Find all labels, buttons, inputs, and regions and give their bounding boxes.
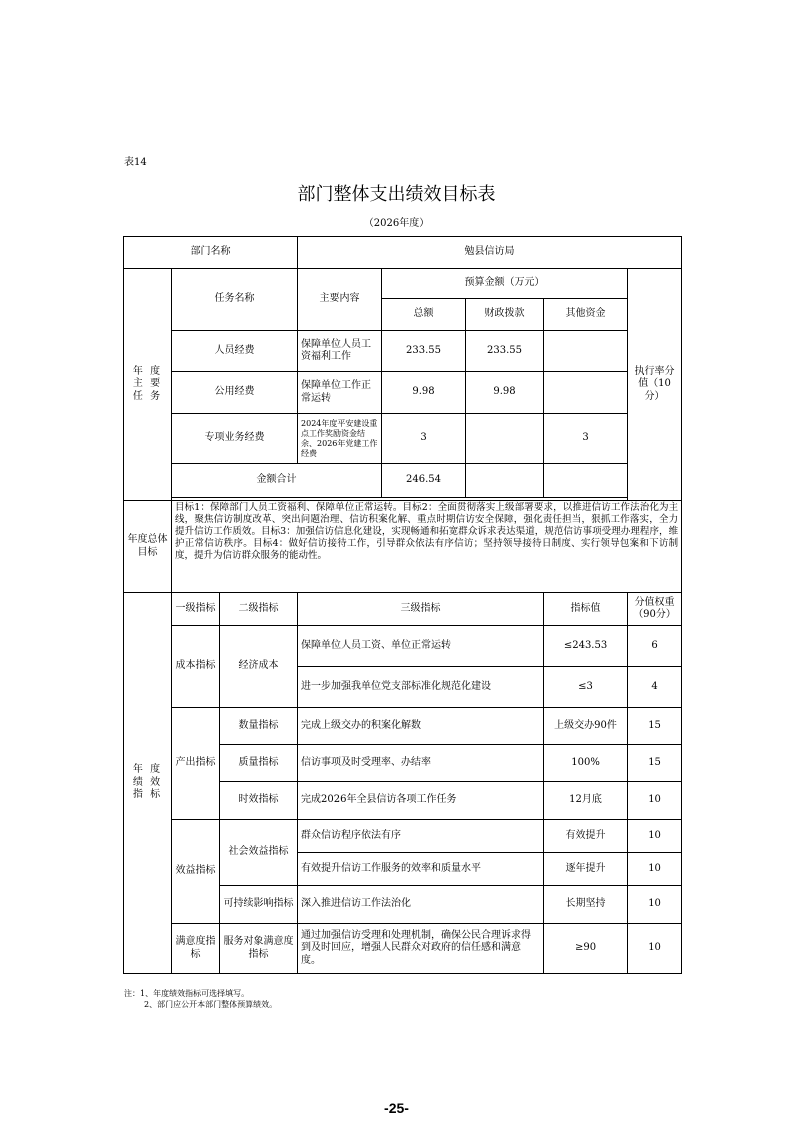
dept-row	[124, 237, 682, 269]
task-total: 3	[382, 414, 466, 464]
value-cell: ≥90	[544, 924, 628, 974]
l3-cell: 有效提升信访工作服务的效率和质量水平	[298, 853, 544, 886]
task-other	[544, 331, 628, 372]
indicator-row	[124, 708, 682, 745]
l3-cell: 信访事项及时受理率、办结率	[298, 745, 544, 782]
objective-label: 年度总体目标	[124, 501, 172, 593]
l3-cell: 进一步加强我单位党支部标准化规范化建设	[298, 667, 544, 708]
value-cell: 有效提升	[544, 820, 628, 853]
page-title: 部门整体支出绩效目标表	[297, 184, 496, 205]
tasks-section-label: 年 度 主 要 任 务	[124, 269, 172, 501]
l2-cell: 质量指标	[220, 745, 298, 782]
fiscal-header: 财政拨款	[466, 299, 544, 331]
task-fiscal: 9.98	[466, 372, 544, 414]
weight-cell: 10	[628, 924, 682, 974]
weight-cell: 10	[628, 853, 682, 886]
l2-economic-cost: 经济成本	[220, 626, 298, 708]
l3-header: 三级指标	[298, 593, 544, 626]
value-cell: 12月底	[544, 782, 628, 820]
budget-header: 预算金额（万元）	[382, 269, 628, 299]
objective-row	[124, 501, 682, 593]
sum-fiscal	[466, 464, 544, 498]
task-row	[124, 414, 682, 464]
performance-table	[123, 236, 682, 974]
l2-social-benefit: 社会效益指标	[220, 820, 298, 886]
l1-cost: 成本指标	[172, 626, 220, 708]
weight-cell: 15	[628, 745, 682, 782]
task-content: 保障单位人员工资福利工作	[298, 331, 382, 372]
value-header: 指标值	[544, 593, 628, 626]
l1-header: 一级指标	[172, 593, 220, 626]
total-header: 总额	[382, 299, 466, 331]
content-header: 主要内容	[298, 269, 382, 331]
dept-label: 部门名称	[124, 237, 298, 269]
l3-cell: 通过加强信访受理和处理机制，确保公民合理诉求得到及时回应，增强人民群众对政府的信任感和满意度。	[298, 924, 544, 974]
task-content: 2024年度平安建设重点工作奖励资金结余、2026年党建工作经费	[298, 414, 382, 464]
sum-label: 金额合计	[172, 464, 382, 498]
other-header: 其他资金	[544, 299, 628, 331]
indicator-row	[124, 924, 682, 974]
value-cell: ≤3	[544, 667, 628, 708]
task-name-header: 任务名称	[172, 269, 298, 331]
task-other: 3	[544, 414, 628, 464]
task-total: 9.98	[382, 372, 466, 414]
task-name: 公用经费	[172, 372, 298, 414]
value-cell: 长期坚持	[544, 886, 628, 924]
l3-cell: 深入推进信访工作法治化	[298, 886, 544, 924]
l2-cell: 数量指标	[220, 708, 298, 745]
weight-cell: 10	[628, 886, 682, 924]
task-row	[124, 331, 682, 372]
indicator-header-row	[124, 593, 682, 626]
weight-cell: 15	[628, 708, 682, 745]
footnote: 注：1、年度绩效指标可选择填写。	[124, 989, 250, 998]
value-cell: 100%	[544, 745, 628, 782]
objective-text: 目标1：保障部门人员工资福利、保障单位正常运转。目标2：全面贯彻落实上级部署要求，以推进信访工作法治化为主线，聚焦信访制度改革、突出问题治理、信访积案化解、重点时期信访安全保障，强化责任担当，狠抓工作落实，全力提升信访工作质效。目标3：加强信访信息化建设，实现畅通和拓宽群众诉求表达渠道，规范信访事项受理办理程序，维护正常信访秩序。目标4：做好信访接待工作，引导群众依法有序信访；坚持领导接待日制度、实行领导包案和下访制度，提升为信访群众服务的能动性。	[172, 501, 682, 593]
task-fiscal	[466, 414, 544, 464]
l1-output: 产出指标	[172, 708, 220, 820]
sum-total: 246.54	[382, 464, 466, 498]
value-cell: ≤243.53	[544, 626, 628, 667]
task-fiscal: 233.55	[466, 331, 544, 372]
l3-cell: 完成上级交办的积案化解数	[298, 708, 544, 745]
task-total: 233.55	[382, 331, 466, 372]
l3-cell: 保障单位人员工资、单位正常运转	[298, 626, 544, 667]
l1-benefit: 效益指标	[172, 820, 220, 924]
task-name: 人员经费	[172, 331, 298, 372]
footnotes	[124, 989, 277, 1011]
l3-cell: 完成2026年全县信访各项工作任务	[298, 782, 544, 820]
l2-header: 二级指标	[220, 593, 298, 626]
l2-cell: 时效指标	[220, 782, 298, 820]
footnote: 2、部门应公开本部门整体预算绩效。	[144, 999, 278, 1009]
l3-cell: 群众信访程序依法有序	[298, 820, 544, 853]
page-number: -25-	[384, 1100, 409, 1116]
dept-value: 勉县信访局	[298, 237, 682, 269]
weight-header: 分值权重（90分）	[628, 593, 682, 626]
task-name: 专项业务经费	[172, 414, 298, 464]
value-cell: 上级交办90件	[544, 708, 628, 745]
value-cell: 逐年提升	[544, 853, 628, 886]
indicator-row	[124, 626, 682, 667]
sum-row	[124, 464, 682, 498]
weight-cell: 10	[628, 782, 682, 820]
weight-cell: 6	[628, 626, 682, 667]
task-row	[124, 372, 682, 414]
weight-cell: 10	[628, 820, 682, 853]
sum-other	[544, 464, 628, 498]
l2-sustain: 可持续影响指标	[220, 886, 298, 924]
year-subtitle: （2026年度）	[363, 218, 430, 229]
execution-score-label: 执行率分值（10分）	[628, 269, 682, 501]
task-header-row	[124, 269, 682, 299]
task-other	[544, 372, 628, 414]
weight-cell: 4	[628, 667, 682, 708]
table-number-label: 表14	[124, 157, 147, 168]
l2-satisfaction: 服务对象满意度指标	[220, 924, 298, 974]
indicator-row	[124, 820, 682, 853]
task-content: 保障单位工作正常运转	[298, 372, 382, 414]
indicators-section-label: 年 度 绩 效 指 标	[124, 593, 172, 974]
l1-satisfaction: 满意度指标	[172, 924, 220, 974]
